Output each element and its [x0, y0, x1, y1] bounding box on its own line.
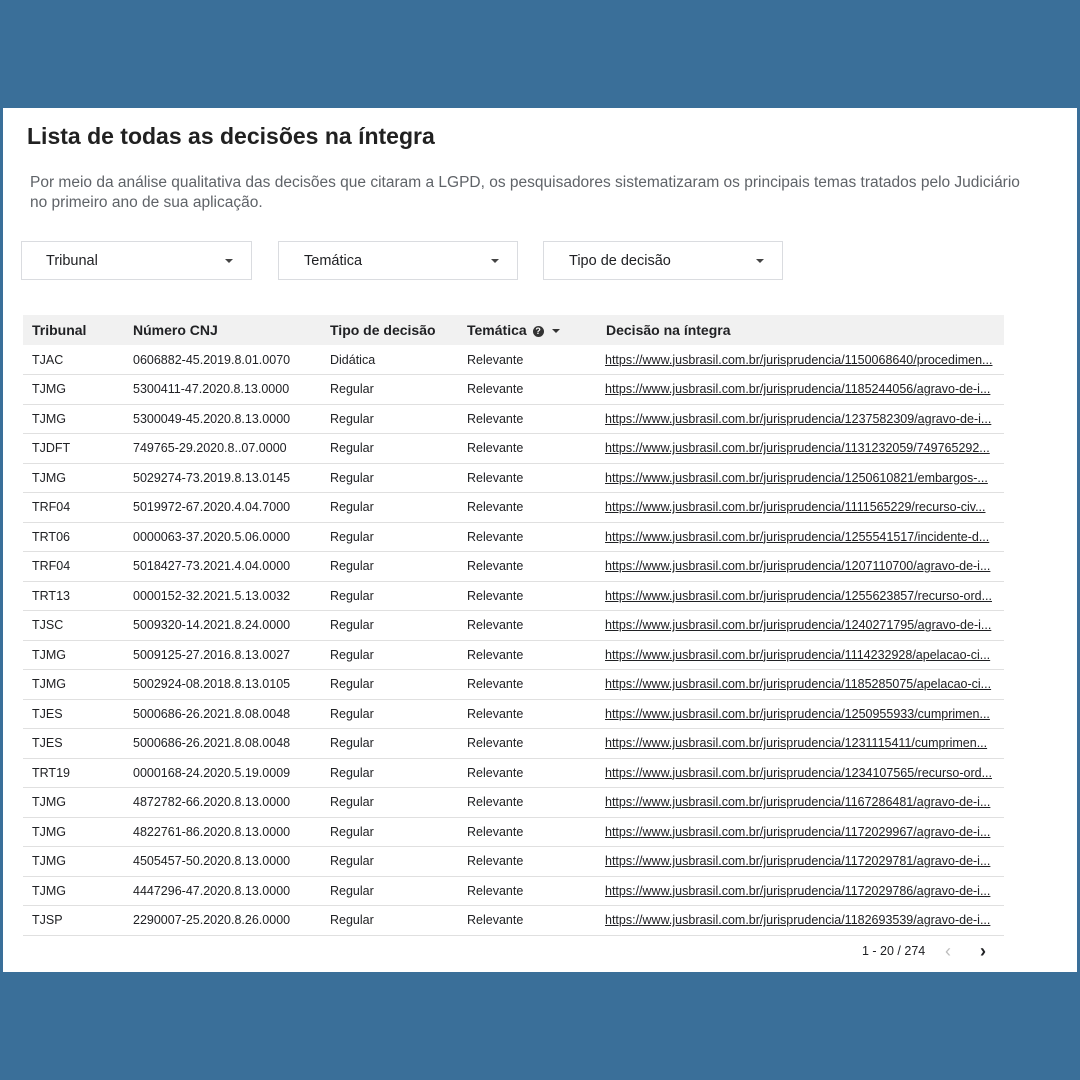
table-row: [23, 817, 1004, 847]
cell-decisao-link[interactable]: https://www.jusbrasil.com.br/jurisprudencia/1185285075/apelacao-ci...: [605, 677, 992, 692]
cell-tribunal: TJMG: [32, 470, 67, 485]
cell-tematica: Relevante: [467, 647, 524, 662]
cell-decisao-link[interactable]: https://www.jusbrasil.com.br/jurisprudencia/1172029781/agravo-de-i...: [605, 854, 991, 869]
cell-decisao-link[interactable]: https://www.jusbrasil.com.br/jurisprudencia/1172029786/agravo-de-i...: [605, 883, 991, 898]
cell-numero-cnj: 5019972-67.2020.4.04.7000: [133, 500, 291, 515]
cell-tematica: Relevante: [467, 913, 524, 928]
cell-numero-cnj: 5029274-73.2019.8.13.0145: [133, 470, 291, 485]
cell-tipo-decisao: Regular: [330, 706, 374, 721]
cell-tipo-decisao: Regular: [330, 618, 374, 633]
cell-tribunal: TJMG: [32, 883, 67, 898]
filter-tipo-label: Tipo de decisão: [569, 252, 671, 269]
cell-numero-cnj: 5009125-27.2016.8.13.0027: [133, 647, 291, 662]
caret-down-icon: [756, 259, 764, 263]
cell-tematica: Relevante: [467, 588, 524, 603]
cell-numero-cnj: 4872782-66.2020.8.13.0000: [133, 795, 291, 810]
column-header-tematica-label: Temática: [467, 322, 527, 338]
cell-decisao-link[interactable]: https://www.jusbrasil.com.br/jurisprudencia/1240271795/agravo-de-i...: [605, 618, 992, 633]
cell-tipo-decisao: Regular: [330, 441, 374, 456]
column-header-decisao[interactable]: Decisão na íntegra: [606, 322, 731, 338]
table-row: [23, 522, 1004, 552]
table-row: [23, 788, 1004, 818]
cell-tipo-decisao: Regular: [330, 913, 374, 928]
table-row: [23, 581, 1004, 611]
table-row: [23, 552, 1004, 582]
cell-decisao-link[interactable]: https://www.jusbrasil.com.br/jurisprudencia/1182693539/agravo-de-i...: [605, 913, 991, 928]
cell-tribunal: TJAC: [32, 352, 64, 367]
cell-tribunal: TRT06: [32, 529, 70, 544]
cell-tipo-decisao: Regular: [330, 382, 374, 397]
cell-numero-cnj: 0000168-24.2020.5.19.0009: [133, 765, 291, 780]
cell-numero-cnj: 4505457-50.2020.8.13.0000: [133, 854, 291, 869]
cell-tipo-decisao: Regular: [330, 883, 374, 898]
cell-tipo-decisao: Regular: [330, 411, 374, 426]
cell-decisao-link[interactable]: https://www.jusbrasil.com.br/jurisprudencia/1150068640/procedimen...: [605, 352, 993, 367]
filter-tematica[interactable]: [278, 241, 518, 280]
cell-decisao-link[interactable]: https://www.jusbrasil.com.br/jurisprudencia/1250955933/cumprimen...: [605, 706, 990, 721]
table-row: [23, 906, 1004, 936]
cell-tribunal: TRF04: [32, 500, 71, 515]
cell-tipo-decisao: Regular: [330, 854, 374, 869]
cell-decisao-link[interactable]: https://www.jusbrasil.com.br/jurisprudencia/1234107565/recurso-ord...: [605, 765, 992, 780]
cell-tipo-decisao: Regular: [330, 677, 374, 692]
table-row: [23, 493, 1004, 523]
cell-decisao-link[interactable]: https://www.jusbrasil.com.br/jurisprudencia/1255623857/recurso-ord...: [605, 588, 992, 603]
help-icon[interactable]: ?: [533, 326, 544, 337]
filter-tematica-label: Temática: [304, 252, 363, 269]
cell-tribunal: TRF04: [32, 559, 71, 574]
caret-down-icon: [491, 259, 499, 263]
cell-tematica: Relevante: [467, 441, 524, 456]
cell-numero-cnj: 749765-29.2020.8..07.0000: [133, 441, 287, 456]
cell-tribunal: TJMG: [32, 824, 67, 839]
cell-tipo-decisao: Regular: [330, 824, 374, 839]
cell-decisao-link[interactable]: https://www.jusbrasil.com.br/jurisprudencia/1167286481/agravo-de-i...: [605, 795, 991, 810]
table-row: [23, 640, 1004, 670]
decisions-table: [23, 315, 1004, 936]
cell-tribunal: TJES: [32, 736, 63, 751]
cell-tematica: Relevante: [467, 470, 524, 485]
cell-numero-cnj: 0606882-45.2019.8.01.0070: [133, 352, 291, 367]
cell-numero-cnj: 5002924-08.2018.8.13.0105: [133, 677, 291, 692]
cell-tematica: Relevante: [467, 411, 524, 426]
table-row: [23, 611, 1004, 641]
filter-tribunal[interactable]: [21, 241, 252, 280]
cell-tribunal: TJMG: [32, 854, 67, 869]
cell-decisao-link[interactable]: https://www.jusbrasil.com.br/jurisprudencia/1172029967/agravo-de-i...: [605, 824, 991, 839]
cell-numero-cnj: 4447296-47.2020.8.13.0000: [133, 883, 291, 898]
cell-numero-cnj: 2290007-25.2020.8.26.0000: [133, 913, 291, 928]
table-row: [23, 463, 1004, 493]
table-row: [23, 729, 1004, 759]
table-row: [23, 345, 1004, 375]
cell-tipo-decisao: Regular: [330, 529, 374, 544]
column-header-numero-cnj[interactable]: Número CNJ: [133, 322, 218, 338]
cell-tribunal: TJMG: [32, 382, 67, 397]
page-title: Lista de todas as decisões na íntegra: [27, 123, 435, 149]
cell-decisao-link[interactable]: https://www.jusbrasil.com.br/jurisprudencia/1131232059/749765292...: [605, 441, 990, 456]
filter-tribunal-label: Tribunal: [46, 252, 98, 269]
cell-decisao-link[interactable]: https://www.jusbrasil.com.br/jurisprudencia/1111565229/recurso-civ...: [605, 500, 986, 515]
cell-tematica: Relevante: [467, 559, 524, 574]
cell-tematica: Relevante: [467, 824, 524, 839]
cell-tematica: Relevante: [467, 529, 524, 544]
cell-tribunal: TJES: [32, 706, 63, 721]
cell-tribunal: TJMG: [32, 647, 67, 662]
cell-tribunal: TJMG: [32, 411, 67, 426]
cell-tribunal: TJSC: [32, 618, 64, 633]
table-row: [23, 375, 1004, 405]
cell-tematica: Relevante: [467, 765, 524, 780]
cell-tribunal: TJSP: [32, 913, 63, 928]
cell-numero-cnj: 5300411-47.2020.8.13.0000: [133, 382, 290, 397]
cell-decisao-link[interactable]: https://www.jusbrasil.com.br/jurisprudencia/1231115411/cumprimen...: [605, 736, 988, 751]
cell-tipo-decisao: Didática: [330, 352, 376, 367]
chevron-left-icon[interactable]: ‹: [945, 941, 951, 961]
table-row: [23, 434, 1004, 464]
cell-tematica: Relevante: [467, 352, 524, 367]
cell-tematica: Relevante: [467, 854, 524, 869]
cell-tipo-decisao: Regular: [330, 736, 374, 751]
table-row: [23, 699, 1004, 729]
cell-tribunal: TRT19: [32, 765, 70, 780]
cell-tipo-decisao: Regular: [330, 470, 374, 485]
table-row: [23, 404, 1004, 434]
cell-decisao-link[interactable]: https://www.jusbrasil.com.br/jurisprudencia/1255541517/incidente-d...: [605, 529, 990, 544]
table-row: [23, 670, 1004, 700]
cell-tribunal: TJDFT: [32, 441, 71, 456]
cell-numero-cnj: 0000152-32.2021.5.13.0032: [133, 588, 291, 603]
table-header-row: [23, 315, 1004, 345]
table-row: [23, 847, 1004, 877]
caret-down-icon: [225, 259, 233, 263]
cell-tipo-decisao: Regular: [330, 795, 374, 810]
sort-desc-icon[interactable]: [552, 329, 560, 333]
cell-numero-cnj: 5009320-14.2021.8.24.0000: [133, 618, 291, 633]
cell-tipo-decisao: Regular: [330, 765, 374, 780]
cell-decisao-link[interactable]: https://www.jusbrasil.com.br/jurisprudencia/1237582309/agravo-de-i...: [605, 411, 992, 426]
cell-numero-cnj: 5000686-26.2021.8.08.0048: [133, 736, 291, 751]
cell-tipo-decisao: Regular: [330, 559, 374, 574]
cell-tematica: Relevante: [467, 883, 524, 898]
cell-tribunal: TJMG: [32, 795, 67, 810]
cell-tematica: Relevante: [467, 706, 524, 721]
cell-tipo-decisao: Regular: [330, 588, 374, 603]
cell-tematica: Relevante: [467, 618, 524, 633]
cell-tribunal: TRT13: [32, 588, 70, 603]
cell-tematica: Relevante: [467, 500, 524, 515]
cell-numero-cnj: 5018427-73.2021.4.04.0000: [133, 559, 291, 574]
table-body: [23, 345, 1004, 935]
page-description: Por meio da análise qualitativa das decisões que citaram a LGPD, os pesquisadores sistematizaram os principais temas tratados pelo Judiciário no primeiro ano de sua aplicação.: [30, 174, 1020, 211]
cell-tribunal: TJMG: [32, 677, 67, 692]
cell-tematica: Relevante: [467, 382, 524, 397]
cell-decisao-link[interactable]: https://www.jusbrasil.com.br/jurisprudencia/1185244056/agravo-de-i...: [605, 382, 991, 397]
cell-decisao-link[interactable]: https://www.jusbrasil.com.br/jurisprudencia/1250610821/embargos-...: [605, 470, 988, 485]
chevron-right-icon[interactable]: ›: [980, 941, 986, 961]
cell-decisao-link[interactable]: https://www.jusbrasil.com.br/jurisprudencia/1114232928/apelacao-ci...: [605, 647, 991, 662]
cell-tipo-decisao: Regular: [330, 500, 374, 515]
column-header-tipo-decisao[interactable]: Tipo de decisão: [330, 322, 436, 338]
table-row: [23, 758, 1004, 788]
column-header-tribunal[interactable]: Tribunal: [32, 322, 87, 338]
cell-tematica: Relevante: [467, 795, 524, 810]
cell-numero-cnj: 5300049-45.2020.8.13.0000: [133, 411, 291, 426]
cell-decisao-link[interactable]: https://www.jusbrasil.com.br/jurisprudencia/1207110700/agravo-de-i...: [605, 559, 991, 574]
cell-numero-cnj: 0000063-37.2020.5.06.0000: [133, 529, 291, 544]
pagination-label: 1 - 20 / 274: [862, 944, 926, 958]
cell-tematica: Relevante: [467, 677, 524, 692]
column-header-tematica[interactable]: [458, 315, 597, 345]
table-row: [23, 876, 1004, 906]
cell-tipo-decisao: Regular: [330, 647, 374, 662]
filter-tipo-decisao[interactable]: [543, 241, 783, 280]
cell-tematica: Relevante: [467, 736, 524, 751]
cell-numero-cnj: 4822761-86.2020.8.13.0000: [133, 824, 291, 839]
cell-numero-cnj: 5000686-26.2021.8.08.0048: [133, 706, 291, 721]
